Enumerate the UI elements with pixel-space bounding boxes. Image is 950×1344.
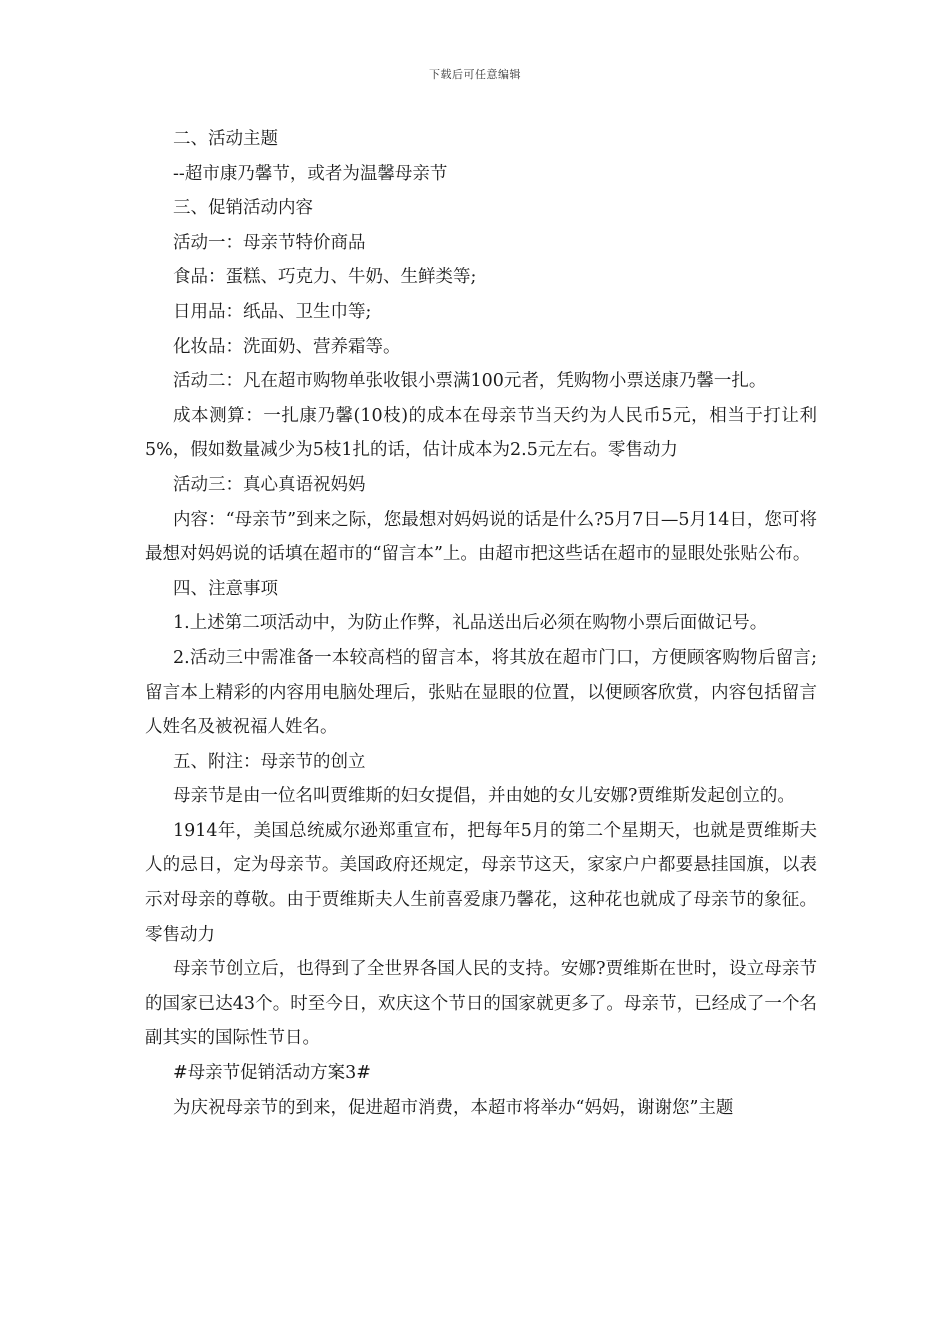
activity-three-content: 内容：“母亲节”到来之际，您最想对妈妈说的话是什么?5月7日—5月14日，您可将最想对妈妈说的话填在超市的“留言本”上。由超市把这些话在超市的显眼处张贴公布。 <box>145 509 817 565</box>
daily-items: 日用品：纸品、卫生巾等; <box>173 301 372 322</box>
section-heading-appendix: 五、附注：母亲节的创立 <box>173 751 366 772</box>
activity-one-title: 活动一：母亲节特价商品 <box>173 232 366 253</box>
note-item-1: 1.上述第二项活动中，为防止作弊，礼品送出后必须在购物小票后面做记号。 <box>173 613 768 634</box>
appendix-paragraph-2: 1914年，美国总统威尔逊郑重宣布，把每年5月的第二个星期天，也就是贾维斯夫人的忌日，定为母亲节。美国政府还规定，母亲节这天，家家户户都要悬挂国旗，以表示对母亲的尊敬。由于贾维斯夫人生前喜爱康乃馨花，这种花也就成了母亲节的象征。零售动力 <box>145 820 817 945</box>
appendix-paragraph-3: 母亲节创立后，也得到了全世界各国人民的支持。安娜?贾维斯在世时，设立母亲节的国家已达43个。时至今日，欢庆这个节日的国家就更多了。母亲节，已经成了一个名副其实的国际性节日。 <box>145 959 817 1049</box>
cost-estimate-text: 成本测算：一扎康乃馨(10枝)的成本在母亲节当天约为人民币5元，相当于打让利5%，假如数量减少为5枝1扎的话，估计成本为2.5元左右。零售动力 <box>145 405 817 461</box>
activity-three-title: 活动三：真心真语祝妈妈 <box>173 474 366 495</box>
section-heading-promotion: 三、促销活动内容 <box>173 198 313 219</box>
plan-3-intro: 为庆祝母亲节的到来，促进超市消费，本超市将举办“妈妈，谢谢您”主题 <box>173 1097 734 1118</box>
note-item-2: 2.活动三中需准备一本较高档的留言本，将其放在超市门口，方便顾客购物后留言;留言本上精彩的内容用电脑处理后，张贴在显眼的位置，以便顾客欣赏，内容包括留言人姓名及被祝福人姓名。 <box>145 647 817 738</box>
section-heading-theme: 二、活动主题 <box>173 129 278 149</box>
page-header: 下载后可任意编辑 <box>429 68 521 81</box>
theme-text: --超市康乃馨节，或者为温馨母亲节 <box>173 163 448 184</box>
food-items: 食品：蛋糕、巧克力、牛奶、生鲜类等; <box>173 267 477 288</box>
section-heading-notes: 四、注意事项 <box>173 578 278 599</box>
appendix-paragraph-1: 母亲节是由一位名叫贾维斯的妇女提倡，并由她的女儿安娜?贾维斯发起创立的。 <box>173 786 795 807</box>
activity-two-text: 活动二：凡在超市购物单张收银小票满100元者，凭购物小票送康乃馨一扎。 <box>173 371 767 392</box>
cosmetic-items: 化妆品：洗面奶、营养霜等。 <box>173 336 401 357</box>
document-body <box>145 122 817 1125</box>
plan-heading-3: #母亲节促销活动方案3# <box>173 1063 371 1084</box>
